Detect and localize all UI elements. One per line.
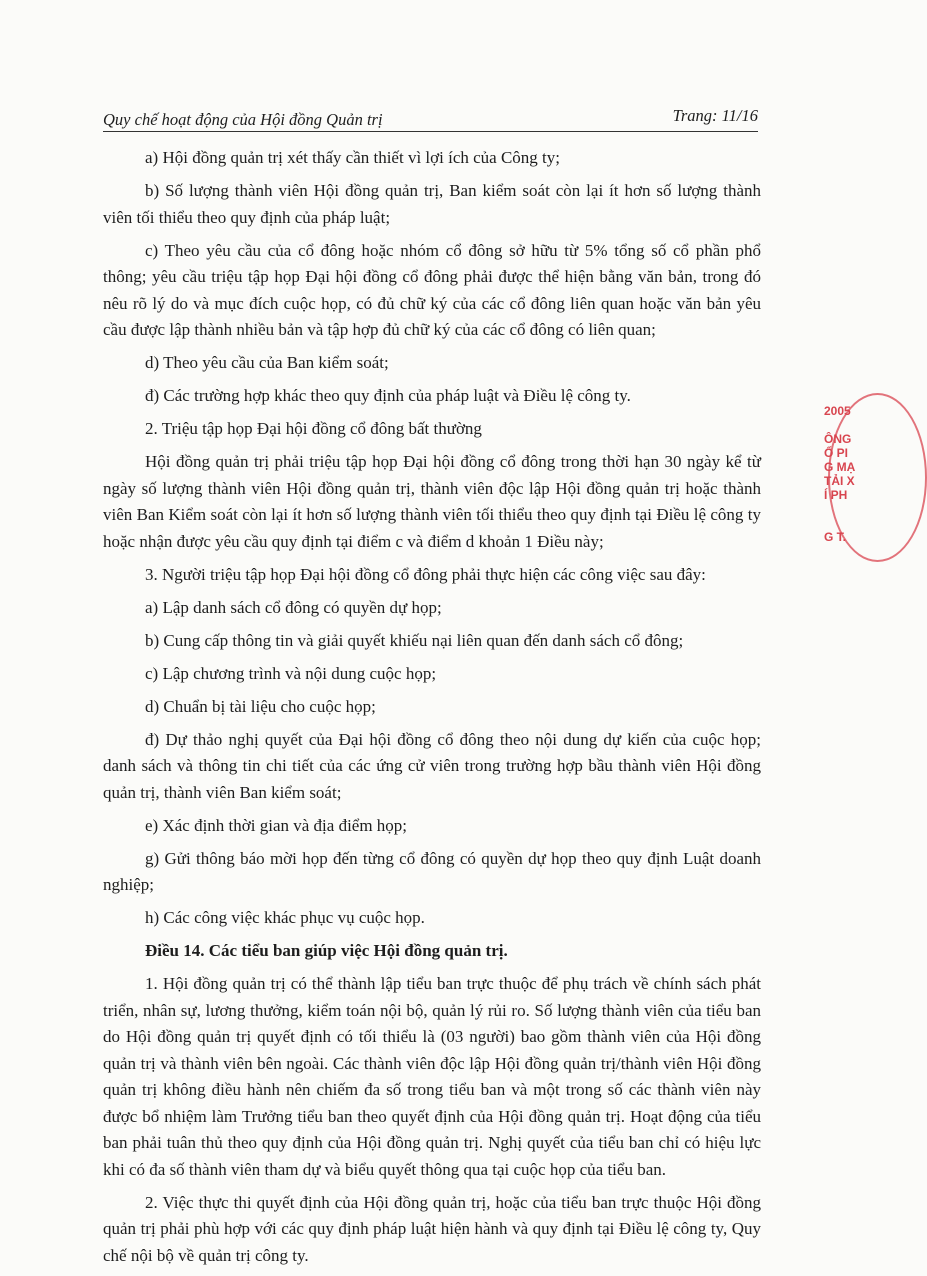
paragraph: 1. Hội đồng quản trị có thể thành lập tiểu ban trực thuộc để phụ trách về chính sách phát triển, nhân sự, lương thưởng, kiểm toán nội bộ, quản lý rủi ro. Số lượng thành viên của tiểu ban do Hội đồng quản trị quyết định có tối thiểu là (03 người) bao gồm thành viên của Hội đồng quản trị và thành viên bên ngoài. Các thành viên độc lập Hội đồng quản trị/thành viên Hội đồng quản trị không điều hành nên chiếm đa số trong tiểu ban và một trong số các thành viên này được bổ nhiệm làm Trưởng tiểu ban theo quyết định của Hội đồng quản trị. Hoạt động của tiểu ban phải tuân thủ theo quy định của Hội đồng quản trị. Nghị quyết của tiểu ban chỉ có hiệu lực khi có đa số thành viên tham dự và biểu quyết thông qua tại cuộc họp của tiểu ban. [103,974,761,1179]
paragraph: c) Lập chương trình và nội dung cuộc họp; [145,663,437,683]
paragraph: 3. Người triệu tập họp Đại hội đồng cổ đông phải thực hiện các công việc sau đây: [145,564,706,584]
seal-text: TẢI X [824,474,855,488]
paragraph: b) Số lượng thành viên Hội đồng quản trị, Ban kiểm soát còn lại ít hơn số lượng thành viên tối thiểu theo quy định của pháp luật; [103,181,761,227]
company-seal [822,393,856,561]
paragraph: Hội đồng quản trị phải triệu tập họp Đại hội đồng cổ đông trong thời hạn 30 ngày kể từ ngày số lượng thành viên Hội đồng quản trị, thành viên độc lập Hội đồng quản trị hoặc thành viên Ban Kiểm soát còn lại ít hơn số lượng thành viên tối thiểu theo quy định tại Điều lệ công ty hoặc nhận được yêu cầu quy định tại điểm c và điểm d khoản 1 Điều này; [103,452,761,551]
paragraph: d) Chuẩn bị tài liệu cho cuộc họp; [145,696,376,716]
paragraph: a) Lập danh sách cổ đông có quyền dự họp; [145,597,442,617]
seal-text: 2005 [824,404,851,418]
document-title: Quy chế hoạt động của Hội đồng Quản trị [103,110,383,129]
document-body [103,145,761,1276]
paragraph: c) Theo yêu cầu của cổ đông hoặc nhóm cổ đông sở hữu từ 5% tổng số cổ phần phổ thông; yêu cầu triệu tập họp Đại hội đồng cổ đông phải được thể hiện bằng văn bản, trong đó nêu rõ lý do và mục đích cuộc họp, có đủ chữ ký của các cổ đông liên quan hoặc văn bản yêu cầu được lập thành nhiều bản và tập hợp đủ chữ ký của các cổ đông có liên quan; [103,240,761,339]
seal-text: G T. [824,530,847,544]
article-heading: Điều 14. Các tiểu ban giúp việc Hội đồng quản trị. [145,941,508,960]
page-header [103,103,758,132]
seal-text: ÔNG [824,432,852,446]
paragraph: a) Hội đồng quản trị xét thấy cần thiết vì lợi ích của Công ty; [145,148,561,167]
seal-text: Í PH [824,488,848,502]
paragraph: h) Các công việc khác phục vụ cuộc họp. [145,908,425,927]
seal-text: Ổ PI [824,446,849,460]
paragraph: g) Gửi thông báo mời họp đến từng cổ đông có quyền dự họp theo quy định Luật doanh nghiệp; [103,848,761,894]
paragraph: e) Xác định thời gian và địa điểm họp; [145,815,408,835]
paragraph: 2. Triệu tập họp Đại hội đồng cổ đông bất thường [145,419,482,438]
seal-text: G MẠ [824,460,856,474]
paragraph: d) Theo yêu cầu của Ban kiểm soát; [145,353,389,372]
paragraph: 2. Việc thực thi quyết định của Hội đồng quản trị, hoặc của tiểu ban trực thuộc Hội đồng quản trị phải phù hợp với các quy định pháp luật hiện hành và quy định tại Điều lệ công ty, Quy chế nội bộ về quản trị công ty. [103,1192,761,1265]
page-number: Trang: 11/16 [672,106,758,125]
paragraph: đ) Các trường hợp khác theo quy định của pháp luật và Điều lệ công ty. [145,386,631,405]
paragraph: đ) Dự thảo nghị quyết của Đại hội đồng cổ đông theo nội dung dự kiến của cuộc họp; danh sách và thông tin chi tiết của các ứng cử viên trong trường hợp bầu thành viên Hội đồng quản trị, thành viên Ban kiểm soát; [103,729,761,802]
paragraph: b) Cung cấp thông tin và giải quyết khiếu nại liên quan đến danh sách cổ đông; [145,630,684,650]
